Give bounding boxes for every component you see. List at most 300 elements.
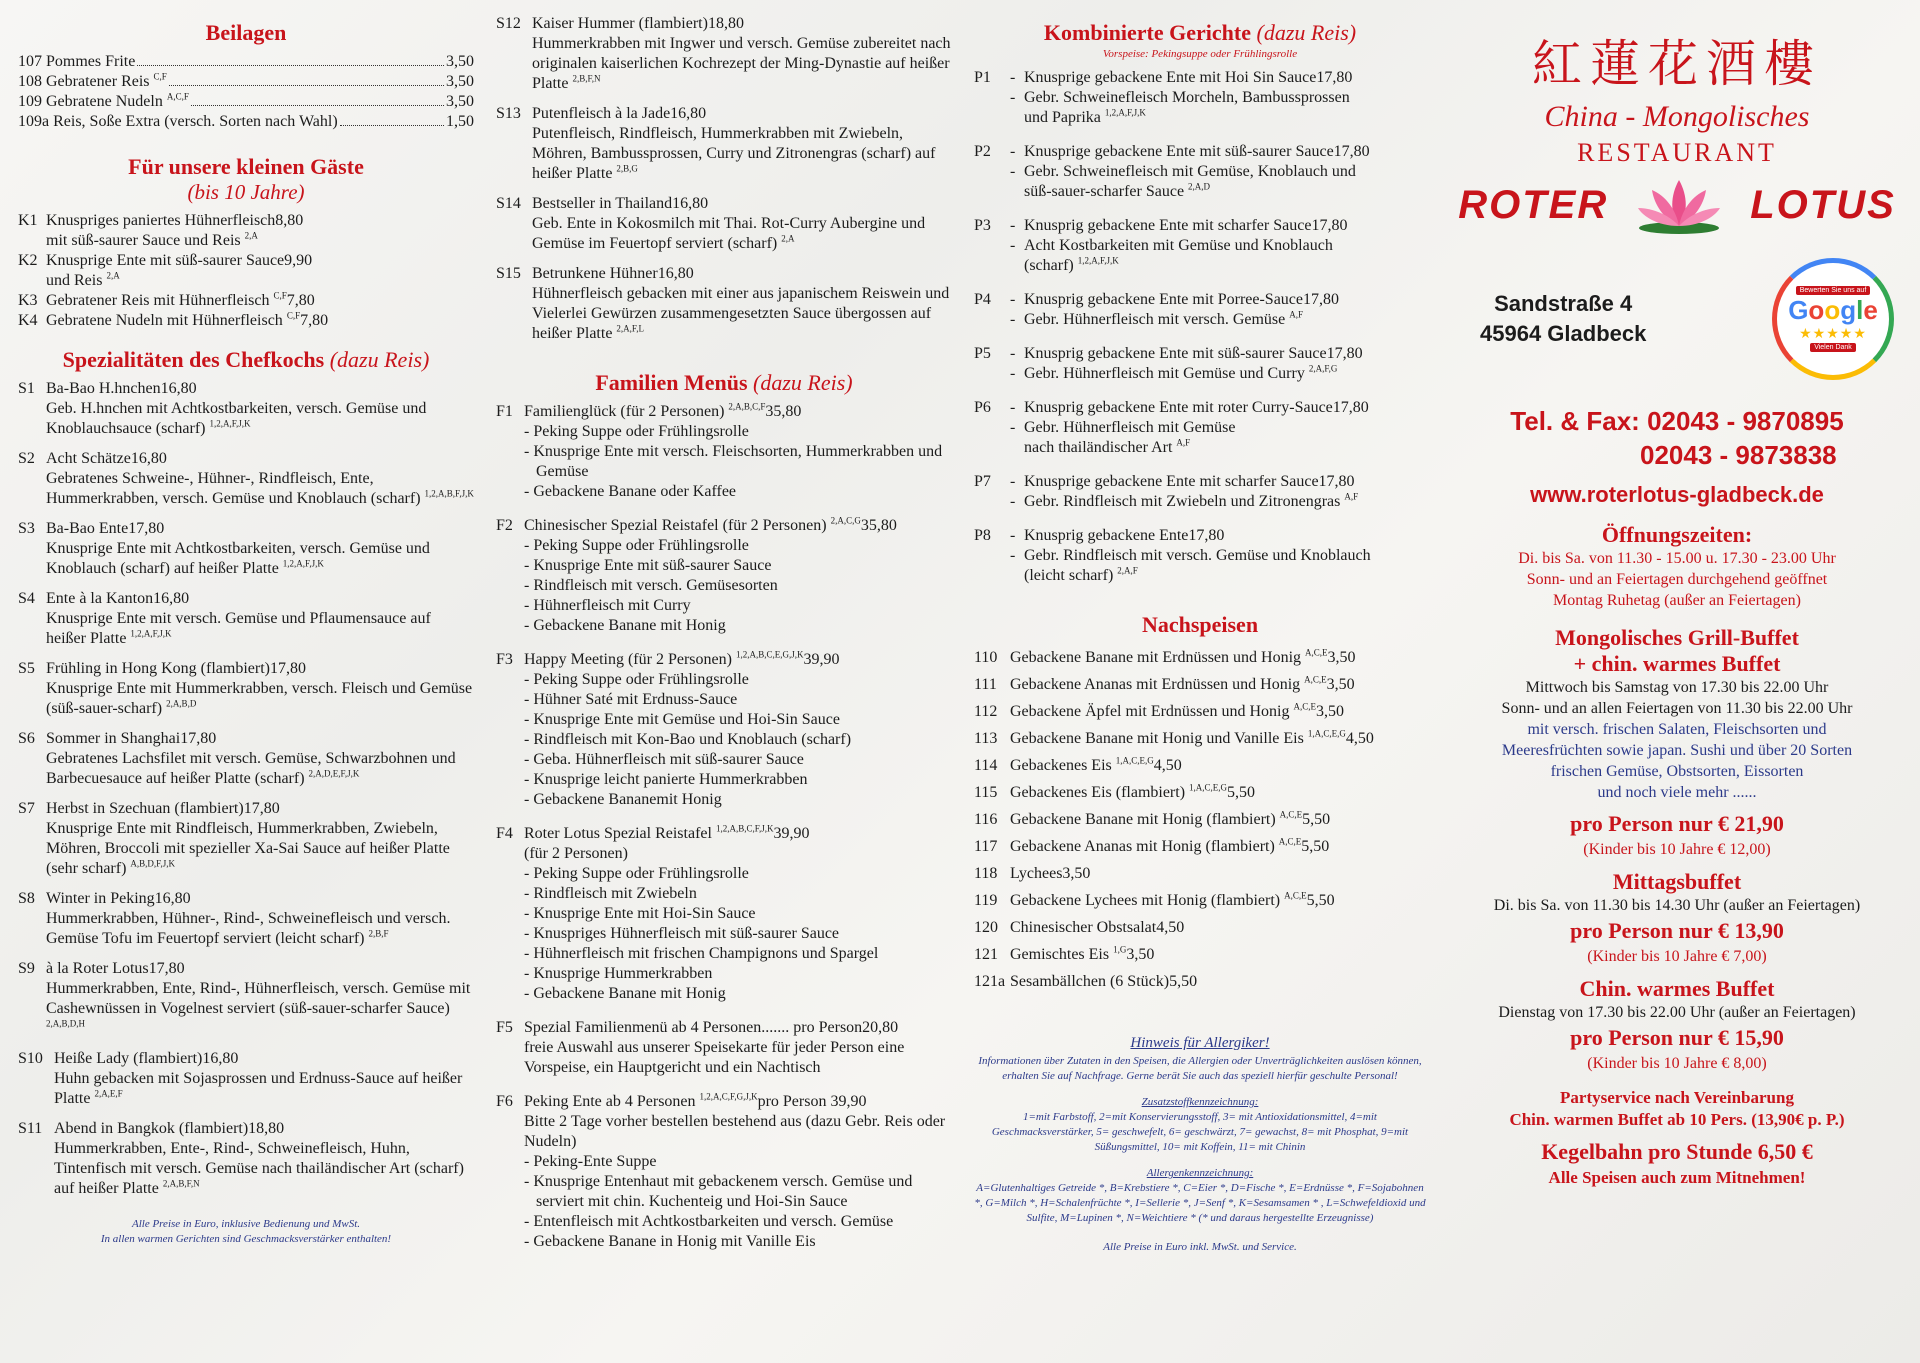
kombi-code: P3 [974, 217, 991, 234]
chef-desc: Knusprige Ente mit versch. Gemüse und Pflaumensauce auf heißer Platte [46, 610, 431, 647]
warm-line-1: Dienstag von 17.30 bis 22.00 Uhr (außer an Feiertagen) [1498, 1004, 1856, 1021]
chef-item [496, 14, 952, 94]
dessert-row [974, 968, 1426, 995]
brand-word-lotus: LOTUS [1750, 182, 1896, 227]
chef-code: S3 [18, 520, 35, 537]
beilage-name: 108 Gebratener Reis [18, 73, 150, 90]
kombi-line-2: Gebr. Schweinefleisch Morcheln, Bambussprossen [1024, 89, 1350, 106]
brand-arc-text: China - Mongolisches [1544, 100, 1810, 133]
beilage-name: 107 Pommes Frite [18, 53, 136, 70]
kombi-row-1 [974, 216, 1426, 236]
familien-price: pro Person 39,90 [757, 1093, 867, 1110]
familien-code: F2 [496, 517, 513, 534]
kombi-note: Vorspeise: Pekingsuppe oder Frühlingsrolle [1102, 48, 1298, 60]
chef-desc: Knusprige Ente mit Achtkostbarkeiten, versch. Gemüse und Knoblauch (scharf) auf heißer Platte [46, 540, 430, 577]
chef-price: 16,80 [130, 450, 167, 467]
familien-title-main: Familien Menüs [595, 370, 748, 395]
chef-price: 16,80 [160, 380, 197, 397]
msg-note: In allen warmen Gerichten sind Geschmacksverstärker enthalten! [100, 1233, 392, 1245]
beilage-price: 3,50 [446, 73, 474, 90]
kinder-desc-wrap [18, 271, 474, 291]
kombi-row-2 [974, 364, 1426, 384]
warm-price: pro Person nur € 15,90 [1570, 1025, 1784, 1050]
familien-item [496, 1092, 952, 1252]
familien-bullet: - Gebackene Banane oder Kaffee [536, 482, 952, 502]
allergen-code: 1,A,C,E,G [1307, 728, 1346, 739]
beilage-name: 109 Gebratene Nudeln [18, 93, 163, 110]
chef-item [18, 889, 474, 949]
chef-name: Sommer in Shanghai [46, 730, 181, 747]
nachspeisen-list [974, 644, 1426, 995]
kombi-dash: - [1010, 365, 1016, 382]
kombi-line-2-wrap [1024, 162, 1356, 182]
allergen-code: 1,2,A,F,J,K [130, 628, 172, 639]
kombi-dash: - [1010, 399, 1016, 416]
kombi-line-2-wrap [1024, 546, 1371, 566]
allergen-code: 2,A,C,G [830, 515, 861, 526]
chef-title-main: Spezialitäten des Chefkochs [62, 347, 325, 372]
kombi-dash: - [1010, 311, 1016, 328]
familien-name: Chinesischer Spezial Reistafel (für 2 Personen) [524, 517, 827, 534]
kombi-dash: - [1010, 419, 1016, 436]
familien-line2: (für 2 Personen) [524, 845, 628, 862]
kombi-row-2 [974, 162, 1426, 182]
lotus-icon [1634, 174, 1724, 236]
kinder-desc: und Reis [46, 272, 103, 289]
leader-dots [137, 65, 444, 66]
familien-bullet: - Rindfleisch mit versch. Gemüsesorten [536, 576, 952, 596]
dessert-name-wrap [1010, 860, 1062, 887]
kombi-line-1: Knusprige gebackene Ente mit scharfer Sauce [1024, 473, 1319, 490]
kombi-price: 17,80 [1326, 345, 1363, 362]
beilage-row [18, 92, 474, 112]
chef-desc-wrap [18, 1069, 474, 1109]
chef-desc: Gebratenes Schweine-, Hühner-, Rindfleisch, Ente, Hummerkrabben, versch. Gemüse und Knoblauch (scharf) [46, 470, 421, 507]
kombi-line-3: (leicht scharf) [1024, 567, 1114, 584]
dessert-row [974, 698, 1426, 725]
kombi-item [974, 216, 1426, 276]
familien-bullet: - Hühnerfleisch mit Curry [536, 596, 952, 616]
chef-desc: Hühnerfleisch gebacken mit einer aus japanischem Reiswein und Vielerlei Gewürzen zusammengesetzten Sauce übergossen auf heißer Platte [532, 285, 950, 342]
kinder-list [18, 211, 474, 331]
kinder-item-head [18, 251, 474, 271]
familien-bullet: - Gebackene Banane in Honig mit Vanille Eis [536, 1232, 952, 1252]
chinese-name: 紅蓮花酒樓 [1532, 35, 1822, 93]
grill-line-1: Mittwoch bis Samstag von 17.30 bis 22.00 Uhr [1525, 679, 1829, 696]
kombi-list [974, 68, 1426, 586]
familien-bullet: - Peking-Ente Suppe [536, 1152, 952, 1172]
kombi-item [974, 142, 1426, 202]
allergen-code: 1,2,A,B,C,E,G,J,K [735, 649, 804, 660]
chef-code: S5 [18, 660, 35, 677]
kombi-price: 17,80 [1316, 69, 1353, 86]
kombi-item [974, 344, 1426, 384]
kombi-item [974, 472, 1426, 512]
kombi-line-1: Knusprig gebackene Ente mit süß-saurer Sauce [1024, 345, 1327, 362]
kombi-dash: - [1010, 143, 1016, 160]
allergen-code: A,C,F [166, 91, 189, 102]
allergen-code: 1,2,A,F,J,K [1077, 255, 1119, 266]
mittag-kids: (Kinder bis 10 Jahre € 7,00) [1587, 948, 1767, 965]
kombi-dash: - [1010, 547, 1016, 564]
chef-item [18, 589, 474, 649]
chef-list-continued [496, 14, 952, 344]
allergen-code: 2,A [781, 233, 795, 244]
chef-item [18, 519, 474, 579]
allergen-code: C,F [153, 71, 167, 82]
chef-name: Acht Schätze [46, 450, 131, 467]
familien-item [496, 824, 952, 1004]
kombi-row-1 [974, 526, 1426, 546]
kinder-name: Knuspriges paniertes Hühnerfleisch [46, 212, 276, 229]
dessert-number: 114 [974, 757, 998, 774]
chef-desc-wrap [18, 399, 474, 439]
dessert-price: 4,50 [1156, 919, 1185, 936]
chef-code: S9 [18, 960, 35, 977]
chef-desc-wrap [18, 539, 474, 579]
allergen-code: 2,A [244, 230, 258, 241]
chef-code: S6 [18, 730, 35, 747]
chef-desc-wrap [496, 284, 952, 344]
star-rating-icon: ★★★★★ [1799, 327, 1867, 342]
familien-name: Familienglück (für 2 Personen) [524, 403, 725, 420]
allergen-code: 1,2,A,B,F,J,K [424, 488, 474, 499]
chef-item [496, 264, 952, 344]
chef-desc: Geb. H.hnchen mit Achtkostbarkeiten, versch. Gemüse und Knoblauchsauce (scharf) [46, 400, 427, 437]
kombi-dash: - [1010, 89, 1016, 106]
dessert-name: Gebackene Banane mit Erdnüssen und Honig [1010, 649, 1302, 666]
familien-item [496, 1018, 952, 1078]
kombi-dash: - [1010, 527, 1016, 544]
nachspeisen-title: Nachspeisen [1141, 612, 1259, 637]
dessert-name-wrap [1010, 698, 1316, 725]
chef-item-head [18, 799, 474, 819]
menu-column-1 [18, 14, 474, 1247]
allergy-box [974, 1035, 1426, 1255]
kombi-line-1: Knusprig gebackene Ente mit scharfer Sauce [1024, 217, 1312, 234]
kombi-price: 17,80 [1333, 143, 1370, 160]
allergen-code: 2,B,F [368, 928, 389, 939]
kombi-price: 17,80 [1318, 473, 1355, 490]
leader-dots [340, 125, 444, 126]
chef-item [496, 104, 952, 184]
chef-desc: Knusprige Ente mit Hummerkrabben, versch. Fleisch und Gemüse (süß-sauer-scharf) [46, 680, 473, 717]
chef-item-head [18, 729, 474, 749]
menu-column-2 [496, 14, 952, 1266]
warm-kids: (Kinder bis 10 Jahre € 8,00) [1587, 1055, 1767, 1072]
kombi-line-2-wrap [1024, 88, 1350, 108]
allergen-code: 2,A,D [1188, 181, 1211, 192]
chef-desc-wrap [18, 909, 474, 949]
kombi-line-2: Gebr. Hühnerfleisch mit Gemüse und Curry [1024, 365, 1305, 382]
familien-bullets [496, 1152, 952, 1252]
allergen-code: A,C,E [1293, 701, 1316, 712]
chef-name: Ba-Bao Ente [46, 520, 129, 537]
beilage-price: 3,50 [446, 93, 474, 110]
kombi-dash: - [1010, 217, 1016, 234]
dessert-number: 116 [974, 811, 998, 828]
kombi-dash: - [1010, 69, 1016, 86]
leader-dots [169, 85, 444, 86]
chef-name: Bestseller in Thailand [532, 195, 673, 212]
dessert-price: 3,50 [1315, 703, 1344, 720]
beilage-price: 3,50 [446, 53, 474, 70]
kombi-dash: - [1010, 473, 1016, 490]
warm-title: Chin. warmes Buffet [1579, 976, 1775, 1001]
chef-price: 16,80 [153, 590, 190, 607]
familien-item-head [496, 402, 952, 422]
chef-desc-wrap [18, 1139, 474, 1199]
beilagen-title: Beilagen [205, 20, 287, 45]
familien-bullet: - Entenfleisch mit Achtkostbarkeiten und versch. Gemüse [536, 1212, 952, 1232]
chef-item-head [18, 959, 474, 979]
party-line-1: Partyservice nach Vereinbarung [1560, 1088, 1794, 1107]
familien-code: F6 [496, 1093, 513, 1110]
allergen-code: A,B,D,F,J,K [130, 858, 175, 869]
dessert-name: Gebackenes Eis (flambiert) [1010, 784, 1186, 801]
familien-bullet: - Rindfleisch mit Zwiebeln [536, 884, 952, 904]
mittag-title: Mittagsbuffet [1612, 869, 1742, 894]
kombi-row-1 [974, 142, 1426, 162]
kombi-dash: - [1010, 237, 1016, 254]
dessert-number: 112 [974, 703, 998, 720]
kombi-row-3 [974, 566, 1426, 586]
grill-line-3: mit versch. frischen Salaten, Fleischsorten und [1527, 721, 1827, 738]
mittag-price: pro Person nur € 13,90 [1570, 918, 1784, 943]
familien-name-wrap [524, 402, 765, 422]
familien-item-head [496, 650, 952, 670]
dessert-number: 110 [974, 649, 998, 666]
familien-bullet: - Knusprige Entenhaut mit gebackenem versch. Gemüse und serviert mit chin. Kuchenteig und Hoi-Sin Sauce [536, 1172, 952, 1212]
dessert-row [974, 779, 1426, 806]
allergen-code: 2,A,F,L [616, 323, 644, 334]
kombi-line-2: Gebr. Hühnerfleisch mit versch. Gemüse [1024, 311, 1286, 328]
allergen-code: C,F [286, 310, 301, 321]
kombi-row-2 [974, 88, 1426, 108]
google-logo-text: Google [1788, 295, 1878, 325]
chef-code: S13 [496, 105, 521, 122]
familien-code: F5 [496, 1019, 513, 1036]
allergen-code: 2,A,B,F,N [162, 1178, 200, 1189]
kombi-line-1: Knusprig gebackene Ente mit Porree-Sauce [1024, 291, 1304, 308]
chef-title-sub: (dazu Reis) [329, 347, 430, 372]
badge-bottom-text: Vielen Dank [1810, 343, 1856, 352]
chef-desc-wrap [18, 609, 474, 649]
chef-name: Ba-Bao H.hnchen [46, 380, 161, 397]
grill-line-5: frischen Gemüse, Obstsorten, Eissorten [1550, 763, 1804, 780]
leader-dots [191, 105, 444, 106]
chef-desc: Hummerkrabben, Ente, Rind-, Hühnerfleisch, versch. Gemüse mit Cashewnüssen in Vogelnest serviert (süß-sauer-scharfer Sauce) [46, 980, 471, 1017]
dessert-price: 5,50 [1227, 784, 1256, 801]
kombi-dash: - [1010, 163, 1016, 180]
familien-name: Spezial Familienmenü ab 4 Personen....... pro Person [524, 1019, 863, 1036]
familien-item-head [496, 516, 952, 536]
chef-name: Ente à la Kanton [46, 590, 154, 607]
chef-desc-wrap [18, 469, 474, 509]
beilage-name: 109a Reis, Soße Extra (versch. Sorten nach Wahl) [18, 113, 338, 130]
familien-list [496, 402, 952, 1252]
dessert-price: 5,50 [1302, 811, 1331, 828]
familien-bullet: - Rindfleisch mit Kon-Bao und Knoblauch (scharf) [536, 730, 952, 750]
familien-item-head [496, 1092, 952, 1112]
chef-item [18, 379, 474, 439]
chef-desc: Geb. Ente in Kokosmilch mit Thai. Rot-Curry Aubergine und Gemüse im Feuertopf serviert (scharf) [532, 215, 926, 252]
familien-title [496, 370, 952, 396]
allergen-code: C,F [273, 290, 287, 301]
party-line-2: Chin. warmen Buffet ab 10 Pers. (13,90€ p. P.) [1509, 1110, 1845, 1129]
dessert-name-wrap [1010, 752, 1154, 779]
chef-code: S4 [18, 590, 35, 607]
chef-price: 16,80 [670, 105, 707, 122]
dessert-number: 113 [974, 730, 998, 747]
chef-item [18, 729, 474, 789]
chef-item-head [18, 659, 474, 679]
chef-name: à la Roter Lotus [46, 960, 149, 977]
kinder-item-head [18, 211, 474, 231]
familien-price: 35,80 [765, 403, 802, 420]
familien-bullet: - Hühner Saté mit Erdnuss-Sauce [536, 690, 952, 710]
kombi-dash: - [1010, 493, 1016, 510]
kombi-row-3 [974, 182, 1426, 202]
kinder-code: K3 [18, 292, 38, 309]
kinder-name-wrap [46, 211, 275, 231]
kombi-row-2 [974, 546, 1426, 566]
chef-item-head [496, 194, 952, 214]
dessert-price: 4,50 [1153, 757, 1182, 774]
chef-desc-wrap [18, 749, 474, 789]
kombi-code: P7 [974, 473, 991, 490]
chef-desc: Knusprige Ente mit Rindfleisch, Hummerkrabben, Zwiebeln, Möhren, Broccoli mit spezieller Xa-Sai Sauce auf heißer Platte (sehr scharf) [46, 820, 450, 877]
familien-bullet: - Gebackene Banane mit Honig [536, 984, 952, 1004]
chef-code: S1 [18, 380, 35, 397]
kombi-line-3: nach thailändischer Art [1024, 439, 1173, 456]
chef-desc: Putenfleisch, Rindfleisch, Hummerkrabben mit Zwiebeln, Möhren, Bambussprossen, Curry und Zitronengras (scharf) auf heißer Platte [532, 125, 936, 182]
chef-desc: Hummerkrabben, Hühner-, Rind-, Schweinefleisch und versch. Gemüse Tofu im Feuertopf serviert (leicht scharf) [46, 910, 451, 947]
chef-code: S7 [18, 800, 35, 817]
familien-item [496, 516, 952, 636]
dessert-row [974, 833, 1426, 860]
kombi-item [974, 290, 1426, 330]
chef-price: 17,80 [128, 520, 165, 537]
chef-price: 16,80 [154, 890, 191, 907]
kombi-dash: - [1010, 345, 1016, 362]
familien-bullets [496, 422, 952, 502]
familien-bullet: - Peking Suppe oder Frühlingsrolle [536, 422, 952, 442]
chef-item-head [496, 264, 952, 284]
chef-item-head [496, 104, 952, 124]
allergen-code: A,F [1289, 309, 1304, 320]
kinder-subtitle: (bis 10 Jahre) [187, 180, 305, 204]
kombi-line-2: Gebr. Schweinefleisch mit Gemüse, Knoblauch und [1024, 163, 1356, 180]
dessert-number: 117 [974, 838, 998, 855]
hours-line-3: Montag Ruhetag (außer an Feiertagen) [1553, 592, 1801, 609]
familien-item [496, 650, 952, 810]
kombi-line-1: Knusprige gebackene Ente mit süß-saurer Sauce [1024, 143, 1334, 160]
kombi-code: P5 [974, 345, 991, 362]
familien-bullet: - Knuspriges Hühnerfleisch mit süß-saurer Sauce [536, 924, 952, 944]
familien-bullet: - Gebackene Bananemit Honig [536, 790, 952, 810]
allergen-code: A,C,E [1278, 836, 1302, 847]
familien-name: Roter Lotus Spezial Reistafel [524, 825, 712, 842]
chef-item-head [18, 589, 474, 609]
dessert-name: Gebackenes Eis [1010, 757, 1112, 774]
chef-price: 16,80 [672, 195, 709, 212]
allergen-code: 2,B,F,N [572, 73, 601, 84]
restaurant-label: RESTAURANT [1577, 138, 1777, 167]
address-row [1480, 258, 1894, 380]
beilage-price: 1,50 [446, 113, 474, 130]
chef-desc-wrap [496, 214, 952, 254]
chef-price: 17,80 [148, 960, 185, 977]
kinder-price: 7,80 [300, 312, 329, 329]
familien-price: 20,80 [862, 1019, 899, 1036]
kombi-line-1: Knusprig gebackene Ente [1024, 527, 1189, 544]
chef-code: S12 [496, 15, 521, 32]
familien-desc: freie Auswahl aus unserer Speisekarte für jeder Person eine Vorspeise, ein Hauptgericht und ein Nachtisch [524, 1039, 905, 1076]
allergen-title: Allergenkennzeichnung: [1146, 1167, 1254, 1179]
kombi-line-2-wrap [1024, 492, 1358, 512]
chef-desc-wrap [18, 679, 474, 719]
kombi-item [974, 68, 1426, 128]
dessert-number: 121a [974, 973, 1006, 990]
chef-desc-wrap [496, 34, 952, 94]
chef-code: S14 [496, 195, 521, 212]
kombi-line-2-wrap [1024, 418, 1236, 438]
dessert-name: Gebackene Banane mit Honig und Vanille Eis [1010, 730, 1304, 747]
kombi-line-3: süß-sauer-scharfer Sauce [1024, 183, 1185, 200]
familien-name: Happy Meeting (für 2 Personen) [524, 651, 732, 668]
kombi-line-2: Acht Kostbarkeiten mit Gemüse und Knoblauch [1024, 237, 1333, 254]
chef-item [18, 799, 474, 879]
mitnehmen-line: Alle Speisen auch zum Mitnehmen! [1548, 1168, 1806, 1187]
dessert-name: Gemischtes Eis [1010, 946, 1110, 963]
kombi-row-1 [974, 290, 1426, 310]
familien-code: F3 [496, 651, 513, 668]
familien-bullet: - Knusprige leicht panierte Hummerkrabben [536, 770, 952, 790]
familien-bullet: - Peking Suppe oder Frühlingsrolle [536, 864, 952, 884]
beilage-label [18, 52, 135, 72]
dessert-row [974, 806, 1426, 833]
kombi-price: 17,80 [1188, 527, 1225, 544]
kombi-row-1 [974, 472, 1426, 492]
familien-item-head [496, 1018, 952, 1038]
chef-code: S11 [18, 1120, 43, 1137]
kombi-row-2 [974, 236, 1426, 256]
beilage-row [18, 72, 474, 92]
dessert-row [974, 887, 1426, 914]
zusatz-title: Zusatzstoffkennzeichnung: [1141, 1096, 1259, 1108]
allergen-code: 2,B,G [616, 163, 638, 174]
allergy-text: Informationen über Zutaten in den Speisen, die Allergien oder Unverträglichkeiten auslösen können, erhalten Sie auf Nachfrage. Gerne berät Sie auch das speziell hierfür geschulte Personal! [978, 1055, 1422, 1082]
allergen-code: 1,G [1113, 944, 1127, 955]
dessert-name-wrap [1010, 833, 1301, 860]
dessert-row [974, 725, 1426, 752]
chef-price: 16,80 [202, 1050, 239, 1067]
grill-kids: (Kinder bis 10 Jahre € 12,00) [1583, 841, 1771, 858]
kombi-row-2 [974, 418, 1426, 438]
dessert-name-wrap [1010, 914, 1156, 941]
familien-bullet: - Knusprige Ente mit versch. Fleischsorten, Hummerkrabben und Gemüse [536, 442, 952, 482]
kombi-price: 17,80 [1332, 399, 1369, 416]
familien-price: 39,90 [803, 651, 840, 668]
chef-desc: Hummerkrabben mit Ingwer und versch. Gemüse zubereitet nach originalen kaiserlichen Kochrezept der Ming-Dynastie auf heißer Platte [532, 35, 951, 92]
mittag-line-1: Di. bis Sa. von 11.30 bis 14.30 Uhr (außer an Feiertagen) [1493, 897, 1861, 914]
kombi-dash: - [1010, 291, 1016, 308]
kombi-code: P4 [974, 291, 991, 308]
dessert-row [974, 671, 1426, 698]
familien-name: Peking Ente ab 4 Personen [524, 1093, 696, 1110]
kombi-code: P1 [974, 69, 991, 86]
